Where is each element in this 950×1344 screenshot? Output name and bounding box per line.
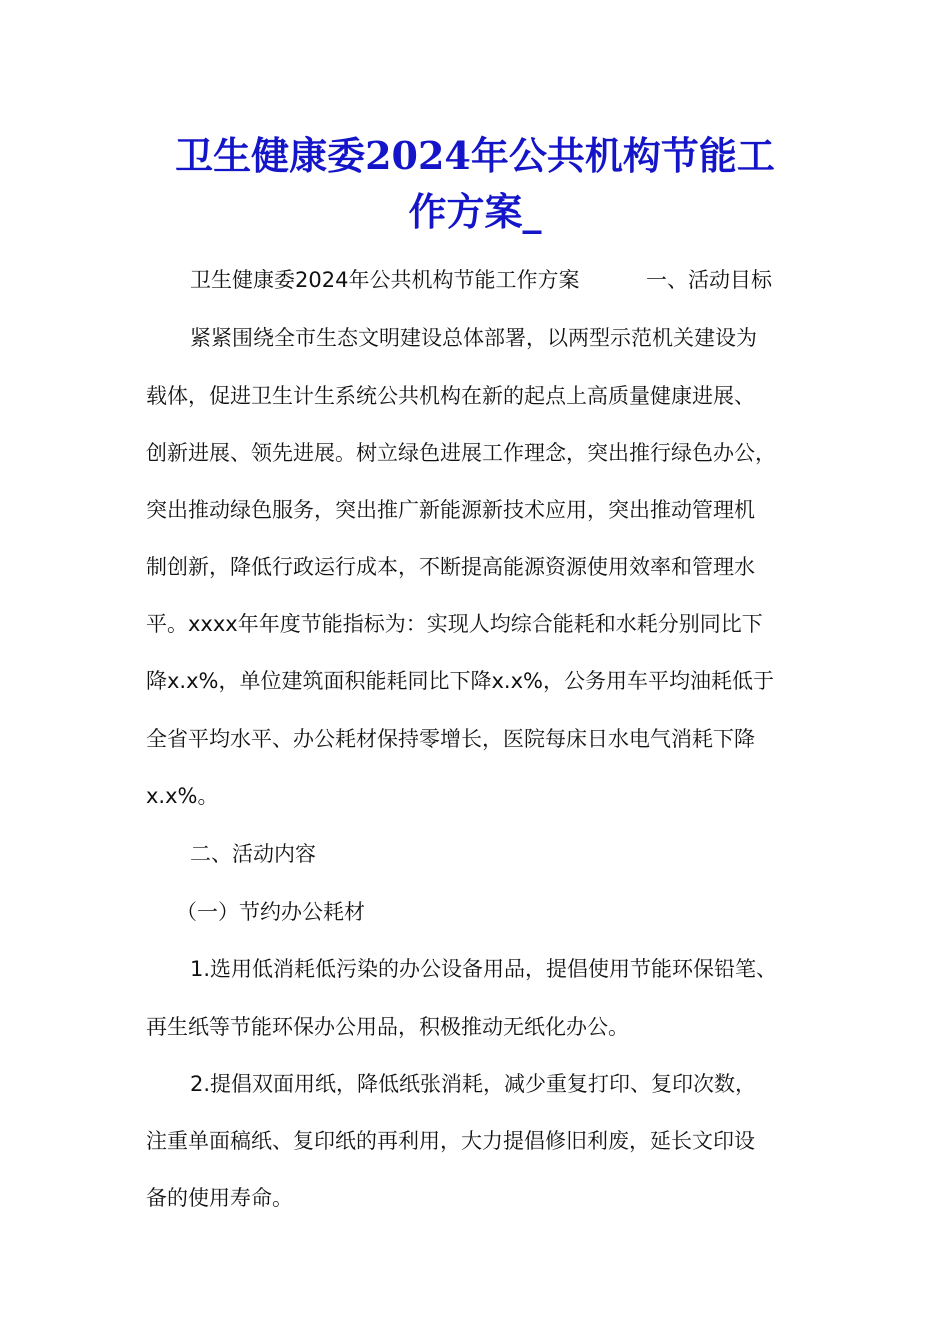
paragraph-1-line: 全省平均水平、办公耗材保持零增长，医院每床日水电气消耗下降 [146, 727, 755, 751]
paragraph-1-line: 突出推动绿色服务，突出推广新能源新技术应用，突出推动管理机 [146, 498, 755, 522]
paragraph-1-line: 平。xxxx年年度节能指标为：实现人均综合能耗和水耗分别同比下 [146, 612, 763, 636]
paragraph-1-line: 降x.x%，单位建筑面积能耗同比下降x.x%，公务用车平均油耗低于 [146, 669, 774, 693]
paragraph-1-line: x.x%。 [146, 784, 219, 808]
item-1-line: 1.选用低消耗低污染的办公设备用品，提倡使用节能环保铅笔、 [190, 957, 778, 981]
document-title-line-1: 卫生健康委2024年公共机构节能工 [175, 133, 775, 178]
item-2-line: 2.提倡双面用纸，降低纸张消耗，减少重复打印、复印次数， [190, 1072, 757, 1096]
paragraph-1-line: 创新进展、领先进展。树立绿色进展工作理念，突出推行绿色办公， [146, 441, 776, 465]
document-title-line-2: 作方案_ [408, 189, 542, 234]
paragraph-1-line: 紧紧围绕全市生态文明建设总体部署，以两型示范机关建设为 [190, 326, 757, 350]
subsection-1-heading: （一）节约办公耗材 [176, 900, 365, 924]
section-1-heading: 一、活动目标 [646, 268, 772, 292]
item-1-line: 再生纸等节能环保办公用品，积极推动无纸化办公。 [146, 1015, 629, 1039]
item-2-line: 备的使用寿命。 [146, 1186, 293, 1210]
item-2-line: 注重单面稿纸、复印纸的再利用，大力提倡修旧利废，延长文印设 [146, 1129, 755, 1153]
intro-line: 卫生健康委2024年公共机构节能工作方案 [190, 268, 580, 292]
section-2-heading: 二、活动内容 [190, 842, 316, 866]
paragraph-1-line: 制创新，降低行政运行成本，不断提高能源资源使用效率和管理水 [146, 555, 755, 579]
paragraph-1-line: 载体，促进卫生计生系统公共机构在新的起点上高质量健康进展、 [146, 384, 755, 408]
